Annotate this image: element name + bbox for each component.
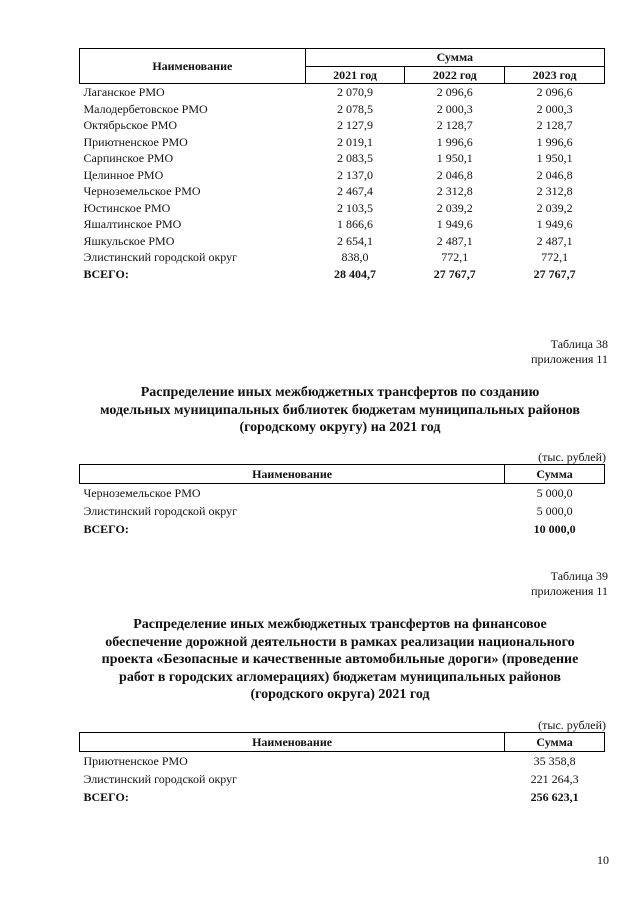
value-2022: 2 312,8 [436, 184, 473, 198]
value-2023: 1 949,6 [536, 217, 573, 231]
value-2022: 772,1 [441, 250, 469, 264]
total-value: 10 000,0 [533, 522, 576, 536]
value-2022: 1 949,6 [436, 217, 473, 231]
value-2023: 2 000,3 [536, 101, 573, 116]
column-header-sum: Сумма [505, 465, 605, 484]
value-2023: 2 046,8 [536, 167, 573, 182]
total-row [80, 520, 605, 538]
table-row [80, 167, 605, 184]
caption-appendix: приложения 11 [531, 352, 608, 366]
title-line: проекта «Безопасные и качественные автомобильные дороги» (проведение [101, 652, 579, 667]
title-line: (городскому округу) на 2021 год [239, 420, 441, 435]
table-row [80, 183, 605, 200]
table-37 [79, 48, 605, 282]
value-2023: 772,1 [541, 250, 569, 264]
total-label: ВСЕГО: [83, 266, 129, 281]
value-2022: 2 487,1 [436, 233, 473, 248]
unit-label: (тыс. рублей) [538, 718, 606, 732]
total-value: 256 623,1 [530, 790, 579, 804]
table-row [80, 502, 605, 520]
total-2021: 28 404,7 [334, 266, 377, 281]
value-2022: 2 039,2 [436, 200, 473, 215]
value-2021: 838,0 [341, 250, 369, 264]
title-line: (городского округа) 2021 год [250, 687, 430, 702]
caption-table-number: Таблица 39 [550, 569, 608, 583]
total-2023: 27 767,7 [533, 266, 576, 281]
table-row [80, 117, 605, 134]
value-2022: 2 046,8 [436, 167, 473, 182]
table-39 [79, 732, 605, 806]
value-2021: 2 137,0 [337, 167, 374, 182]
row-name: Яшалтинское РМО [83, 217, 182, 231]
table-row [80, 484, 605, 503]
table-row [80, 134, 605, 151]
row-value: 5 000,0 [536, 486, 573, 500]
table-39-title [70, 616, 610, 704]
table-38-caption [531, 337, 608, 367]
value-2023: 2 487,1 [536, 233, 573, 248]
column-header-sum: Сумма [305, 49, 604, 67]
table-row [80, 200, 605, 217]
value-2021: 2 019,1 [337, 134, 374, 149]
title-line: модельных муниципальных библиотек бюджетам муниципальных районов [100, 402, 580, 418]
page-number: 10 [597, 853, 609, 867]
table-row [80, 150, 605, 167]
total-label: ВСЕГО: [83, 790, 129, 804]
column-header-2023: 2023 год [505, 66, 605, 84]
table-row [80, 84, 605, 101]
table-row [80, 216, 605, 233]
row-value: 5 000,0 [536, 504, 573, 518]
total-row [80, 788, 605, 806]
value-2021: 2 654,1 [337, 233, 374, 248]
caption-table-number: Таблица 38 [550, 337, 608, 351]
value-2022: 1 996,6 [436, 134, 473, 149]
value-2021: 2 083,5 [337, 151, 374, 165]
title-line: Распределение иных межбюджетных трансфертов по созданию [140, 385, 540, 400]
total-label: ВСЕГО: [83, 522, 129, 536]
value-2021: 2 127,9 [337, 118, 374, 132]
table-39-caption [531, 569, 608, 599]
table-row [80, 752, 605, 771]
row-name: Сарпинское РМО [83, 151, 174, 165]
value-2021: 2 103,5 [337, 200, 374, 215]
row-value: 221 264,3 [530, 772, 579, 786]
value-2023: 2 096,6 [536, 85, 573, 99]
value-2023: 2 128,7 [536, 118, 573, 132]
column-header-2022: 2022 год [405, 66, 505, 84]
total-row [80, 266, 605, 283]
row-name: Элистинский городской округ [83, 772, 238, 786]
value-2021: 2 467,4 [337, 184, 374, 198]
table-38 [79, 464, 605, 538]
title-line: обеспечение дорожной деятельности в рамках реализации национального [105, 634, 575, 650]
value-2021: 2 078,5 [337, 101, 374, 116]
title-line: работ в городских агломерациях) бюджетам муниципальных районов [119, 669, 561, 685]
value-2023: 2 039,2 [536, 200, 573, 215]
column-header-name: Наименование [80, 465, 505, 484]
caption-appendix: приложения 11 [531, 584, 608, 598]
row-name: Юстинское РМО [83, 200, 171, 215]
unit-label: (тыс. рублей) [538, 450, 606, 464]
table-row [80, 770, 605, 788]
row-name: Октябрьское РМО [83, 118, 178, 132]
value-2022: 1 950,1 [436, 151, 473, 165]
row-name: Элистинский городской округ [83, 504, 238, 518]
column-header-2021: 2021 год [305, 66, 405, 84]
value-2021: 1 866,6 [337, 217, 374, 231]
total-2022: 27 767,7 [433, 266, 476, 281]
column-header-name: Наименование [80, 733, 505, 752]
row-name: Лаганское РМО [83, 85, 165, 99]
value-2023: 1 950,1 [536, 151, 573, 165]
value-2023: 2 312,8 [536, 184, 573, 198]
row-name: Черноземельское РМО [83, 486, 201, 500]
row-name: Малодербетовское РМО [83, 101, 208, 116]
value-2023: 1 996,6 [536, 134, 573, 149]
value-2022: 2 096,6 [436, 85, 473, 99]
row-name: Черноземельское РМО [83, 184, 201, 198]
row-name: Приютненское РМО [83, 754, 188, 768]
column-header-name: Наименование [80, 49, 306, 84]
row-value: 35 358,8 [533, 754, 576, 768]
value-2022: 2 000,3 [436, 101, 473, 116]
value-2022: 2 128,7 [436, 118, 473, 132]
column-header-sum: Сумма [505, 733, 605, 752]
row-name: Целинное РМО [83, 167, 164, 182]
title-line: Распределение иных межбюджетных трансфертов на финансовое [133, 617, 547, 632]
row-name: Яшкульское РМО [83, 233, 175, 248]
table-38-title [70, 384, 610, 437]
table-row [80, 249, 605, 266]
row-name: Приютненское РМО [83, 134, 188, 149]
row-name: Элистинский городской округ [83, 250, 238, 264]
value-2021: 2 070,9 [337, 85, 374, 99]
table-row [80, 101, 605, 118]
table-row [80, 233, 605, 250]
